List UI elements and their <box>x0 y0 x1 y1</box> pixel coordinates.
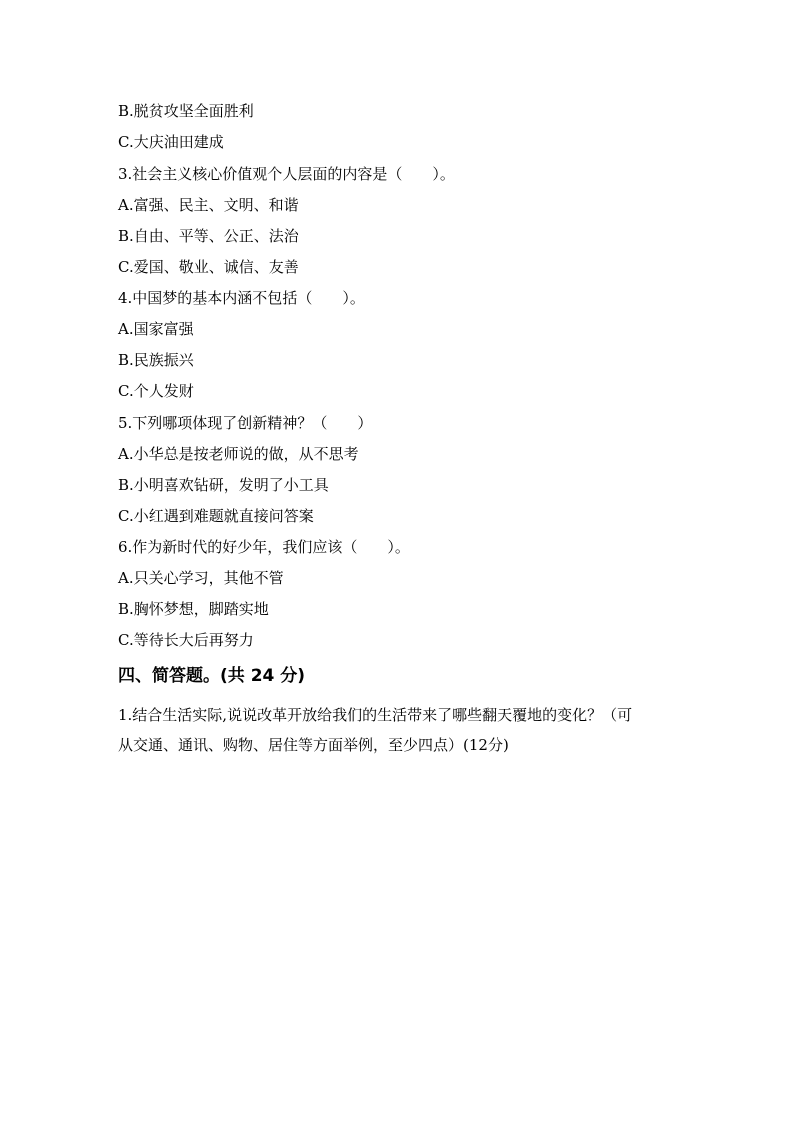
q5-option-b: B.小明喜欢钻研，发明了小工具 <box>118 476 329 494</box>
q4-option-b: B.民族振兴 <box>118 351 194 369</box>
short-answer-q1-line1: 1.结合生活实际,说说改革开放给我们的生活带来了哪些翻天覆地的变化？（可 <box>118 706 633 724</box>
q2-option-b: B.脱贫攻坚全面胜利 <box>118 102 254 120</box>
q5-option-c: C.小红遇到难题就直接问答案 <box>118 507 314 525</box>
q3-option-a: A.富强、民主、文明、和谐 <box>118 196 299 214</box>
q4-option-c: C.个人发财 <box>118 382 194 400</box>
q4-option-a: A.国家富强 <box>118 320 194 338</box>
q3-option-b: B.自由、平等、公正、法治 <box>118 227 299 245</box>
short-answer-q1-line2: 从交通、通讯、购物、居住等方面举例，至少四点）(12分) <box>118 736 509 754</box>
q5-option-a: A.小华总是按老师说的做，从不思考 <box>118 445 359 463</box>
section-heading: 四、简答题。(共 24 分) <box>118 666 306 686</box>
q6-option-a: A.只关心学习，其他不管 <box>118 569 284 587</box>
q6-stem: 6.作为新时代的好少年，我们应该（ ）。 <box>118 538 410 556</box>
q2-option-c: C.大庆油田建成 <box>118 133 224 151</box>
q6-option-c: C.等待长大后再努力 <box>118 631 254 649</box>
q4-stem: 4.中国梦的基本内涵不包括（ ）。 <box>118 289 365 307</box>
q6-option-b: B.胸怀梦想，脚踏实地 <box>118 600 269 618</box>
q3-stem: 3.社会主义核心价值观个人层面的内容是（ ）。 <box>118 165 455 183</box>
q3-option-c: C.爱国、敬业、诚信、友善 <box>118 258 299 276</box>
short-answer-q1 <box>118 700 678 760</box>
q5-stem: 5.下列哪项体现了创新精神？（ ） <box>118 414 373 432</box>
